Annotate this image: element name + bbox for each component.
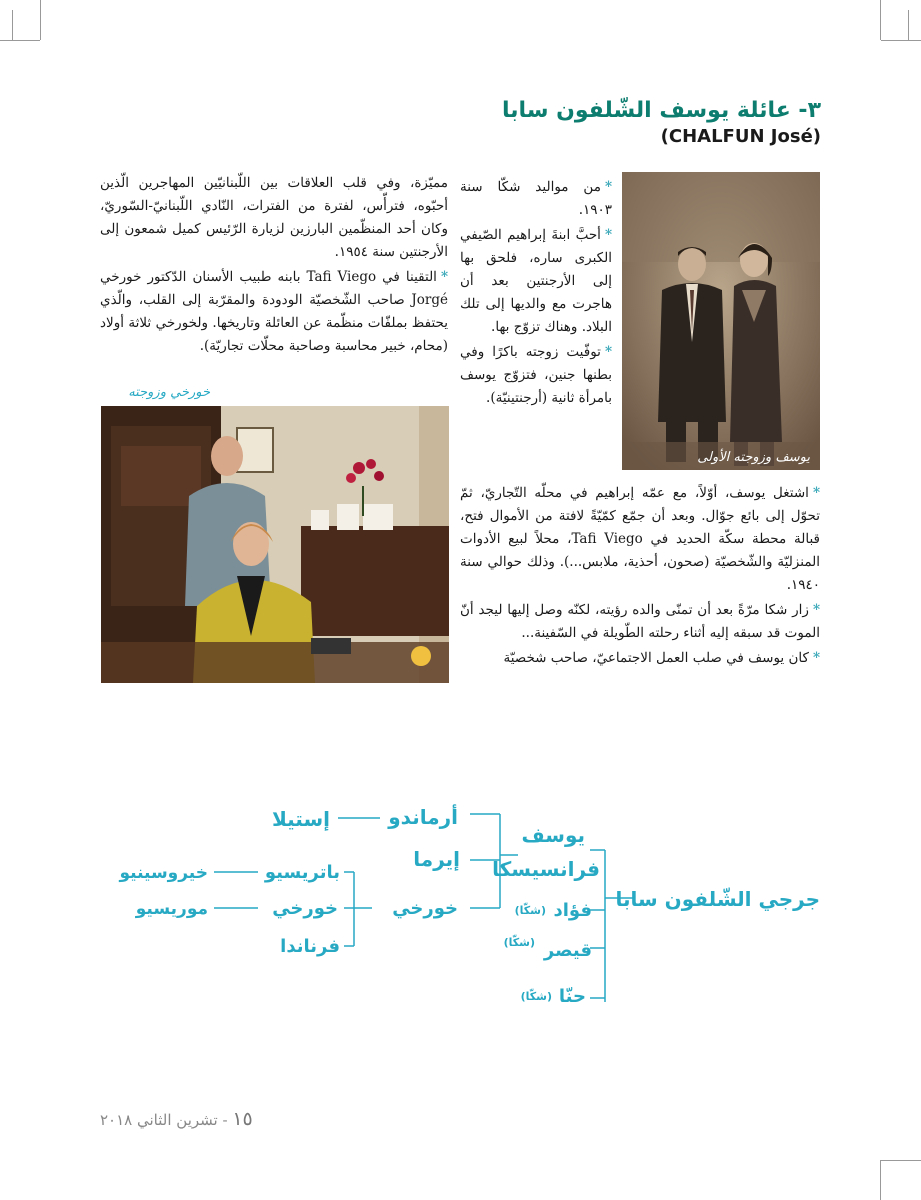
photo-caption: يوسف وزوجته الأولى	[697, 450, 810, 465]
asterisk-icon: *	[812, 602, 820, 618]
tree-root: جرجي الشّلفون سابا	[615, 887, 820, 911]
crop-mark	[880, 1160, 881, 1200]
issue-date: - تشرين الثاني ٢٠١٨	[100, 1111, 228, 1129]
page-footer	[100, 1108, 253, 1130]
photo-yusuf-and-wife	[622, 172, 820, 470]
tree-node-irma: إيرما	[413, 847, 460, 871]
crop-mark	[12, 10, 13, 40]
asterisk-icon: *	[604, 344, 612, 360]
asterisk-icon: *	[604, 227, 612, 243]
text-column-middle	[460, 482, 820, 672]
text-column-right	[460, 176, 612, 412]
tree-node-francisca: فرانسيسكا	[492, 857, 600, 881]
tree-node-estela: إستيلا	[271, 807, 330, 831]
section-title: ٣- عائلة يوسف الشّلفون سابا	[502, 98, 821, 123]
crop-mark	[881, 1160, 921, 1161]
crop-mark	[908, 10, 909, 40]
paragraph: *التقينا في Tafi Viego بابنه طبيب الأسنان الدّكتور خورخي Jorgé صاحب الشّخصيّة الودودة والمقرّبة إلى القلب، والّذي يحتفظ بملفّات منظّمة عن العائلة وتاريخها. ولخورخي ثلاثة أولاد (محام، خبير محاسبة وصاحبة محلّات تجاريّة).	[100, 269, 448, 354]
tree-node-fouad: فؤاد	[553, 900, 592, 921]
tree-node-gerosino: خيروسينيو	[119, 863, 208, 883]
text-column-left	[100, 172, 448, 360]
section-subtitle: (CHALFUN José)	[660, 126, 821, 147]
crop-mark	[40, 0, 41, 40]
tree-note-hanna: (شكّا)	[520, 990, 552, 1003]
tree-node-qaysar: قيصر	[543, 940, 592, 961]
paragraph: *اشتغل يوسف، أوّلاً، مع عمّه إبراهيم في محلّه التّجاريّ، ثمّ تحوّل إلى بائع جوّال. وبعد أن جمّع كمّيّةً لافتة من الأموال فتح، قبالة محطة سكّة الحديد في Tafi Viego، محلاً لبيع الأدوات المنزليّة والشّخصيّة (صحون، أحذية، ملابس...). وذلك حوالي سنة ١٩٤٠.	[460, 485, 820, 593]
crop-mark	[881, 40, 921, 41]
tree-note-qaysar: (شكّا)	[503, 936, 535, 949]
page-number: ١٥	[232, 1108, 253, 1130]
asterisk-icon: *	[440, 269, 448, 285]
tree-node-armando: أرماندو	[388, 805, 458, 829]
asterisk-icon: *	[604, 179, 612, 195]
photo-caption: خورخي وزوجته	[128, 385, 210, 400]
tree-node-jorge: خورخي	[392, 898, 458, 919]
tree-node-yusuf: يوسف	[521, 823, 585, 847]
crop-mark	[880, 0, 881, 40]
asterisk-icon: *	[812, 650, 820, 666]
family-tree	[0, 780, 921, 1020]
tree-note-fouad: (شكّا)	[514, 904, 546, 917]
paragraph: مميّزة، وفي قلب العلاقات بين اللّبنانيّين المهاجرين الّذين أحبّوه، فترأّس، لفترة من الفترات، النّادي اللّبنانيّ-السّوريّ، وكان أحد المنظّمين البارزين لزيارة الرّئيس كميل شمعون إلى الأرجنتين سنة ١٩٥٤.	[100, 175, 448, 260]
photo-jorge-and-wife	[101, 406, 449, 683]
tree-node-jorge-jr: خورخي	[272, 898, 338, 919]
paragraph: *زار شكا مرّةً بعد أن تمنّى والده رؤيته، لكنّه وصل إليها ليجد أنّ الموت قد سبقه إليه أثناء رحلته الطّويلة في السّفينة...	[460, 602, 820, 641]
paragraph: *من مواليد شكّا سنة ١٩٠٣.	[460, 179, 612, 218]
paragraph: *توفّيت زوجته باكرًا وفي بطنها جنين، فتزوّج يوسف بامرأة ثانية (أرجنتينيّة).	[460, 344, 612, 406]
asterisk-icon: *	[812, 485, 820, 501]
tree-node-patricio: باتريسيو	[264, 862, 340, 883]
crop-mark	[0, 40, 40, 41]
paragraph: *كان يوسف في صلب العمل الاجتماعيّ، صاحب شخصيّة	[503, 650, 820, 666]
paragraph: *أحبَّ ابنةَ إبراهيم الصّيفي الكبرى ساره، فلحق بها إلى الأرجنتين بعد أن هاجرت مع والديها إلى تلك البلاد. وهناك تزوّج بها.	[460, 227, 612, 335]
tree-node-mauricio: موريسيو	[135, 899, 208, 919]
tree-node-hanna: حنّا	[558, 986, 586, 1007]
tree-node-fernanda: فرناندا	[280, 936, 340, 957]
